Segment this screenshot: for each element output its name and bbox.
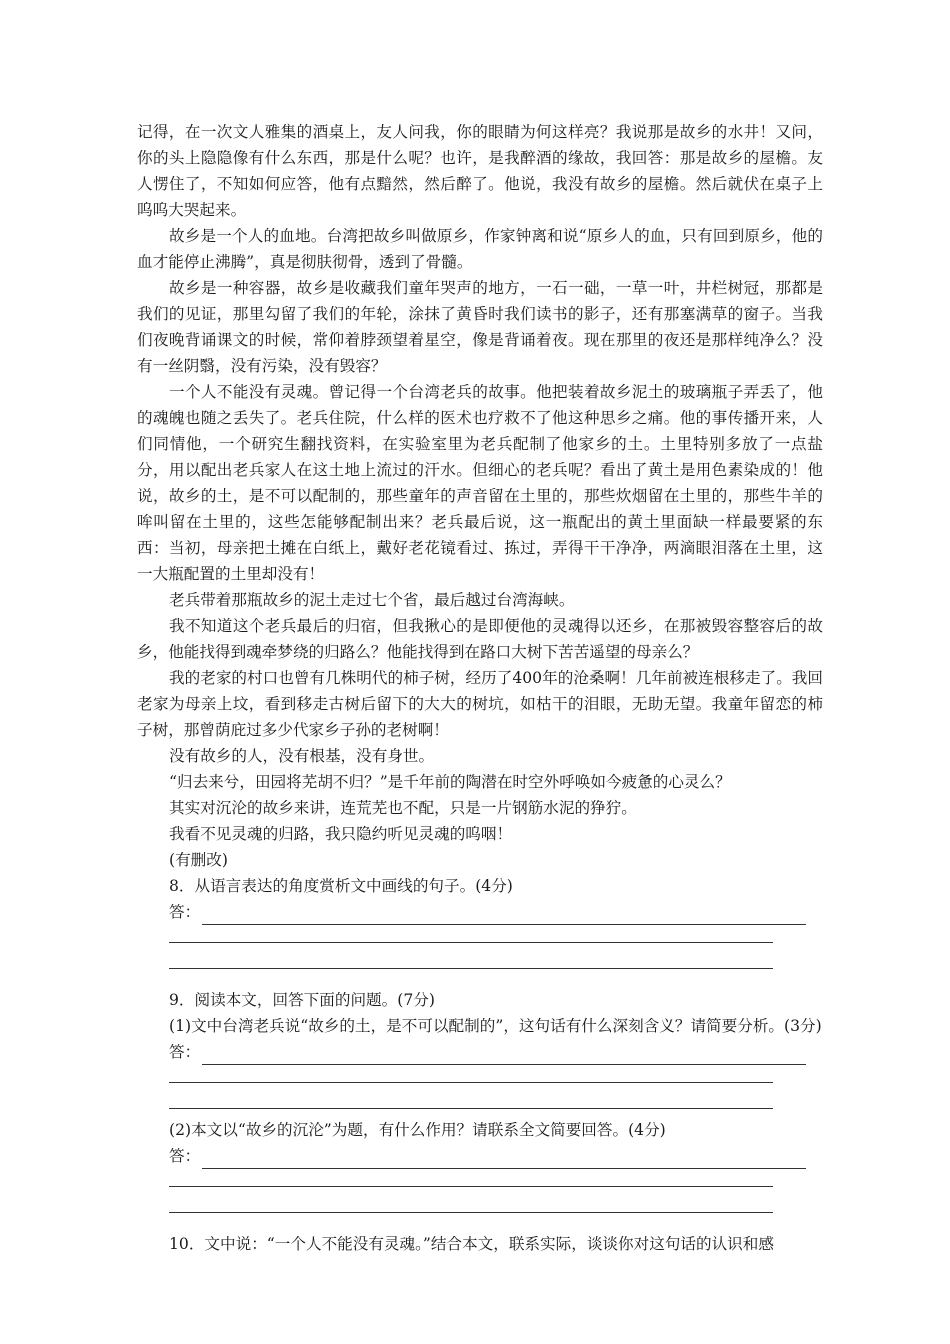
passage-paragraph: “归去来兮，田园将芜胡不归？”是千年前的陶潜在时空外呼唤如今疲惫的心灵么？: [169, 773, 731, 791]
answer-blank-line[interactable]: [137, 1169, 823, 1195]
passage-paragraph: 其实对沉沦的故乡来讲，连荒芜也不配，只是一片钢筋水泥的狰狞。: [169, 799, 637, 817]
question-8: 8．从语言表达的角度赏析文中画线的句子。(4分): [169, 877, 513, 895]
question-9-1: (1)文中台湾老兵说“故乡的土，是不可以配制的”，这句话有什么深刻含义？请简要分析。(3分): [169, 1017, 822, 1035]
answer-blank-line[interactable]: [137, 951, 823, 977]
passage-paragraph: 没有故乡的人，没有根基，没有身世。: [169, 747, 435, 765]
answer-blank-line[interactable]: [137, 925, 823, 951]
passage-paragraph: 我看不见灵魂的归路，我只隐约听见灵魂的呜咽！: [169, 825, 513, 843]
answer-blank-line[interactable]: [137, 1195, 823, 1221]
source-note: (有删改): [169, 851, 228, 869]
question-9-2: (2)本文以“故乡的沉沦”为题，有什么作用？请联系全文简要回答。(4分): [169, 1121, 666, 1139]
answer-blank-line[interactable]: [137, 1091, 823, 1117]
passage-paragraph: 我不知道这个老兵最后的归宿，但我揪心的是即便他的灵魂得以还乡，在那被毁容整容后的故乡，他能找得到魂牵梦绕的归路么？他能找得到在路口大树下苦苦遥望的母亲么？: [137, 617, 823, 661]
passage-paragraph: 记得，在一次文人雅集的酒桌上，友人问我，你的眼睛为何这样亮？我说那是故乡的水井！又问，你的头上隐隐像有什么东西，那是什么呢？也许，是我醉酒的缘故，我回答：那是故乡的屋檐。友人愣住了，不知如何应答，他有点黯然，然后醉了。他说，我没有故乡的屋檐。然后就伏在桌子上呜呜大哭起来。: [137, 123, 823, 219]
answer-label: 答：: [169, 1043, 201, 1061]
answer-rule: [202, 1046, 806, 1065]
passage-paragraph: 我的老家的村口也曾有几株明代的柿子树，经历了400年的沧桑啊！几年前被连根移走了。我回老家为母亲上坟，看到移走古树后留下的大大的树坑，如枯干的泪眼，无助无望。我童年留恋的柿子树，那曾荫庇过多少代家乡子孙的老树啊！: [137, 669, 823, 739]
passage-paragraph: 一个人不能没有灵魂。曾记得一个台湾老兵的故事。他把装着故乡泥土的玻璃瓶子弄丢了，他的魂魄也随之丢失了。老兵住院，什么样的医术也疗救不了他这种思乡之痛。他的事传播开来，人们同情他，一个研究生翻找资料，在实验室里为老兵配制了他家乡的土。土里特别多放了一点盐分，用以配出老兵家人在这土地上流过的汗水。但细心的老兵呢？看出了黄土是用色素染成的！他说，故乡的土，是不可以配制的，那些童年的声音留在土里的，那些炊烟留在土里的，那些牛羊的哞叫留在土里的，这些怎能够配制出来？老兵最后说，这一瓶配出的黄土里面缺一样最要紧的东西：当初，母亲把土摊在白纸上，戴好老花镜看过、拣过，弄得干干净净，两滴眼泪落在土里，这一大瓶配置的土里却没有！: [137, 383, 823, 583]
question-9: 9．阅读本文，回答下面的问题。(7分): [169, 991, 435, 1009]
answer-label: 答：: [169, 1147, 201, 1165]
passage-paragraph: 故乡是一种容器，故乡是收藏我们童年哭声的地方，一石一础，一草一叶，井栏树冠，那都是我们的见证，那里勾留了我们的年轮，涂抹了黄昏时我们读书的影子，还有那塞满草的窗子。当我们夜晚背诵课文的时候，常仰着脖颈望着星空，像是背诵着夜。现在那里的夜还是那样纯净么？没有一丝阴翳，没有污染，没有毁容？: [137, 279, 823, 375]
answer-rule: [202, 1150, 806, 1169]
document-content: [137, 119, 823, 1257]
answer-line-q9-1[interactable]: [137, 1039, 823, 1065]
answer-line-q8[interactable]: [137, 899, 823, 925]
passage-paragraph: 老兵带着那瓶故乡的泥土走过七个省，最后越过台湾海峡。: [169, 591, 575, 609]
answer-line-q9-2[interactable]: [137, 1143, 823, 1169]
answer-rule: [202, 906, 806, 925]
passage-paragraph: 故乡是一个人的血地。台湾把故乡叫做原乡，作家钟离和说“原乡人的血，只有回到原乡，他的血才能停止沸腾”，真是彻肤彻骨，透到了骨髓。: [137, 227, 823, 271]
answer-label: 答：: [169, 903, 201, 921]
question-10: 10．文中说：“一个人不能没有灵魂。”结合本文，联系实际，谈谈你对这句话的认识和感: [169, 1235, 774, 1253]
answer-blank-line[interactable]: [137, 1065, 823, 1091]
